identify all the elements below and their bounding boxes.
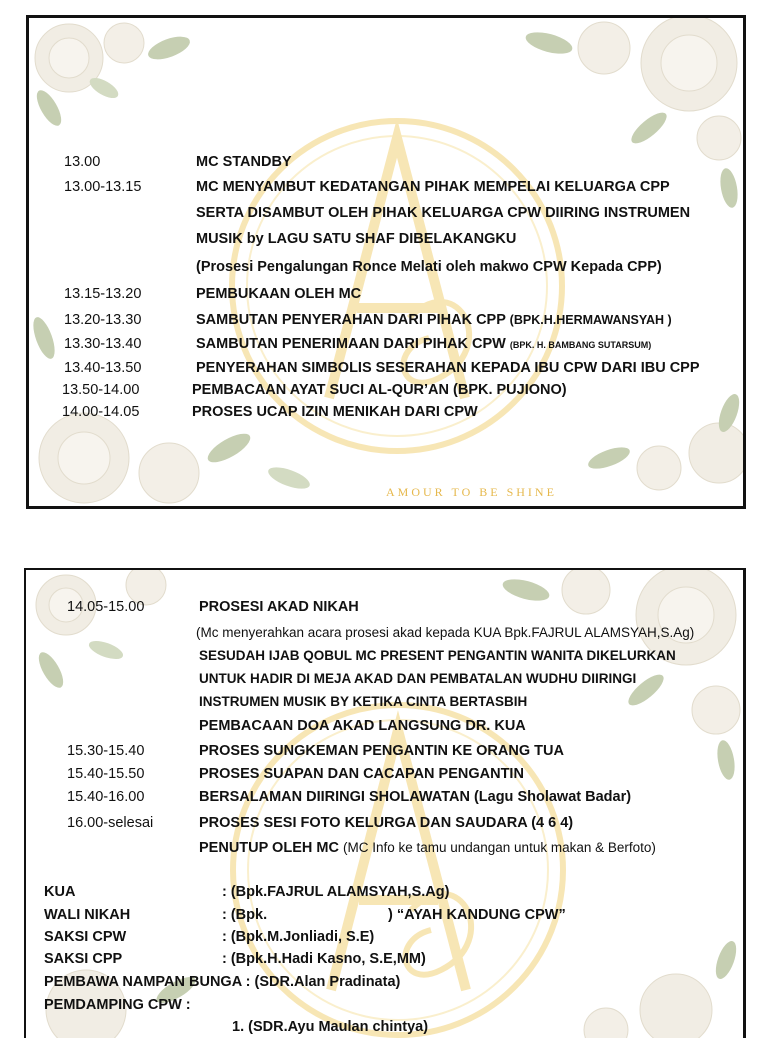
time-5: 13.30-13.40	[64, 336, 142, 352]
agenda-item-12: BERSALAMAN DIIRINGI SHOLAWATAN (Lagu Sholawat Badar)	[199, 789, 632, 805]
agenda-item-11: PROSES SUAPAN DAN CACAPAN PENGANTIN	[199, 766, 524, 782]
agenda-item-1: MC STANDBY	[196, 154, 292, 170]
agenda-item-7: PEMBACAAN AYAT SUCI AL-QUR’AN (BPK. PUJIONO)	[192, 382, 567, 398]
time-1: 13.00	[64, 154, 101, 170]
agenda-item-14-note: (MC Info ke tamu undangan untuk makan & Berfoto)	[342, 840, 656, 855]
agenda-item-6: PENYERAHAN SIMBOLIS SESERAHAN KEPADA IBU CPW DARI IBU CPP	[196, 360, 700, 376]
official-value-kua: : (Bpk.FAJRUL ALAMSYAH,S.Ag)	[222, 884, 450, 900]
agenda-item-14	[199, 840, 656, 856]
official-value-wali: : (Bpk. ) “AYAH KANDUNG CPW”	[222, 907, 566, 923]
time-9: 14.05-15.00	[67, 599, 145, 615]
official-value-saksi-cpp: : (Bpk.H.Hadi Kasno, S.E,MM)	[222, 951, 426, 967]
agenda-item-9-line-5: PEMBACAAN DOA AKAD LANGSUNG DR. KUA	[199, 718, 526, 734]
time-12: 15.40-16.00	[67, 789, 145, 805]
companion-label: PEMDAMPING CPW :	[44, 997, 191, 1013]
time-6: 13.40-13.50	[64, 360, 142, 376]
agenda-item-9-line-2: SESUDAH IJAB QOBUL MC PRESENT PENGANTIN WANITA DIKELURKAN	[199, 648, 676, 663]
agenda-item-9-note: (Mc menyerahkan acara prosesi akad kepada KUA Bpk.FAJRUL ALAMSYAH,S.Ag)	[196, 625, 695, 640]
official-label-saksi-cpw: SAKSI CPW	[44, 929, 127, 945]
agenda-item-2-line-2: SERTA DISAMBUT OLEH PIHAK KELUARGA CPW DIIRING INSTRUMEN	[196, 205, 691, 221]
agenda-item-4-speaker: (BPK.H.HERMAWANSYAH )	[509, 313, 672, 327]
time-11: 15.40-15.50	[67, 766, 145, 782]
agenda-item-2: MC MENYAMBUT KEDATANGAN PIHAK MEMPELAI KELUARGA CPP	[196, 179, 670, 195]
agenda-item-9-line-3: UNTUK HADIR DI MEJA AKAD DAN PEMBATALAN WUDHU DIIRINGI	[199, 671, 637, 686]
agenda-item-10: PROSES SUNGKEMAN PENGANTIN KE ORANG TUA	[199, 743, 564, 759]
rose-cluster-bottom-right	[586, 391, 746, 490]
agenda-item-4	[196, 312, 672, 328]
agenda-item-13: PROSES SESI FOTO KELURGA DAN SAUDARA (4 6 4)	[199, 815, 574, 831]
agenda-item-9-line-4: INSTRUMEN MUSIK BY KETIKA CINTA BERTASBIH	[199, 694, 528, 709]
time-2: 13.00-13.15	[64, 179, 142, 195]
time-13: 16.00-selesai	[67, 815, 154, 831]
official-label-saksi-cpp: SAKSI CPP	[44, 951, 123, 967]
agenda-item-8: PROSES UCAP IZIN MENIKAH DARI CPW	[192, 404, 478, 420]
agenda-item-5-text: SAMBUTAN PENERIMAAN DARI PIHAK CPW	[196, 336, 506, 352]
agenda-page-2	[24, 568, 746, 1038]
official-label-wali: WALI NIKAH	[44, 907, 131, 923]
time-10: 15.30-15.40	[67, 743, 145, 759]
tagline: AMOUR TO BE SHINE	[386, 485, 557, 499]
agenda-item-4-text: SAMBUTAN PENYERAHAN DARI PIHAK CPP	[196, 312, 506, 328]
agenda-item-2-line-3: MUSIK by LAGU SATU SHAF DIBELAKANGKU	[196, 231, 517, 247]
time-4: 13.20-13.30	[64, 312, 142, 328]
agenda-item-3: PEMBUKAAN OLEH MC	[196, 286, 362, 302]
time-7: 13.50-14.00	[62, 382, 140, 398]
agenda-item-14-text: PENUTUP OLEH MC	[199, 840, 339, 856]
time-3: 13.15-13.20	[64, 286, 142, 302]
agenda-page-1	[26, 15, 746, 509]
official-label-kua: KUA	[44, 884, 76, 900]
rose-cluster-top-left	[32, 23, 193, 129]
time-8: 14.00-14.05	[62, 404, 140, 420]
agenda-item-5-speaker: (BPK. H. BAMBANG SUTARSUM)	[509, 340, 652, 350]
agenda-item-2-note: (Prosesi Pengalungan Ronce Melati oleh makwo CPW Kepada CPP)	[196, 259, 662, 275]
flower-tray-bearer: PEMBAWA NAMPAN BUNGA : (SDR.Alan Pradinata)	[44, 974, 401, 990]
companion-item-1: 1. (SDR.Ayu Maulan chintya)	[232, 1019, 429, 1035]
agenda-item-5	[196, 336, 651, 352]
official-value-saksi-cpw: : (Bpk.M.Jonliadi, S.E)	[222, 929, 375, 945]
agenda-item-9: PROSESI AKAD NIKAH	[199, 599, 359, 615]
rose-cluster-top-left	[34, 570, 166, 691]
